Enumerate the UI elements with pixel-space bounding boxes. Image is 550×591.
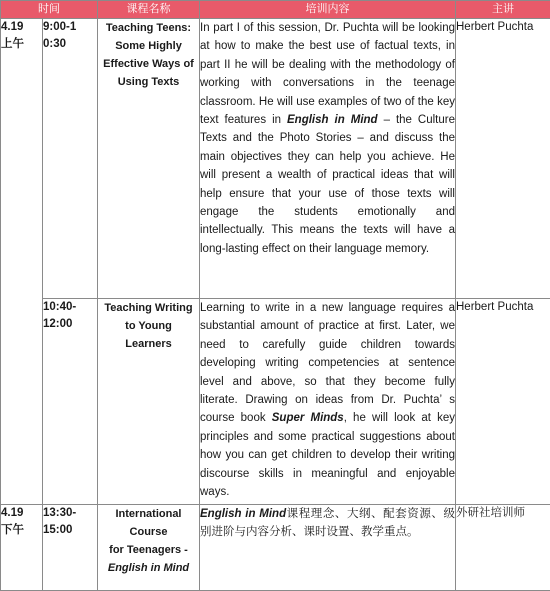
time-cell <box>43 19 98 299</box>
table-row <box>1 505 550 591</box>
time-end: 12:00 <box>43 316 97 333</box>
course-cell <box>98 299 200 505</box>
speaker-name: Herbert Puchta <box>456 21 533 33</box>
header-content: 培训内容 <box>200 1 456 19</box>
book-title: Super Minds <box>272 412 344 424</box>
time-end: 0:30 <box>43 36 97 53</box>
header-row <box>1 1 550 19</box>
content-text: – the Culture Texts and the Photo Stories – and discuss the main objectives they can help you achieve. He will present a wealth of practical ideas that will help ensure that your use of those texts will engage the students emotionally and intellectually. This means the texts will have a long-lasting effect on their language memory. <box>200 114 455 255</box>
table-row <box>1 299 550 505</box>
course-cell <box>98 19 200 299</box>
book-title: English in Mind <box>200 508 286 520</box>
time-end: 15:00 <box>43 522 97 539</box>
book-title: English in Mind <box>287 114 378 126</box>
course-line: Course <box>98 523 199 541</box>
speaker-cell <box>456 19 550 299</box>
header-course: 课程名称 <box>98 1 200 19</box>
date-cell-morning <box>1 19 43 505</box>
speaker-cell <box>456 299 550 505</box>
period-text: 下午 <box>1 522 42 539</box>
course-line: Learners <box>98 335 199 353</box>
content-cell <box>200 19 456 299</box>
date-cell-afternoon <box>1 505 43 591</box>
content-text: In part I of this session, Dr. Puchta will be looking at how to make the best use of factual texts, in part II he will be dealing with the methodology of working with conversations in the teenage classroom. He will use examples of two of the key text features in <box>200 22 455 126</box>
time-cell <box>43 505 98 591</box>
content-text: Learning to write in a new language requires a substantial amount of practice at first. Later, we need to carefully guide children towards developing writing competencies at sentence level and above, so that they become fully literate. Drawing on ideas from Dr. Puchta’ s course book <box>200 302 455 424</box>
header-time: 时间 <box>1 1 98 19</box>
period-text: 上午 <box>1 36 42 53</box>
speaker-name: 外研社培训师 <box>456 507 525 519</box>
time-cell <box>43 299 98 505</box>
course-line: Effective Ways of <box>98 55 199 73</box>
course-line-book-title: English in Mind <box>98 559 199 577</box>
course-line: to Young <box>98 317 199 335</box>
course-line: International <box>98 505 199 523</box>
header-speaker: 主讲 <box>456 1 550 19</box>
content-cell <box>200 505 456 591</box>
content-cell <box>200 299 456 505</box>
course-line: Using Texts <box>98 73 199 91</box>
content-text: , he will look at key principles and some practical suggestions about how you can get children to develop their writing discourse skills in meaningful and enjoyable ways. <box>200 412 455 498</box>
content-text: 课程理念、大纲、配套资源、级别进阶与内容分析、课时设置、教学重点。 <box>200 508 455 538</box>
speaker-name: Herbert Puchta <box>456 301 533 313</box>
speaker-cell <box>456 505 550 591</box>
time-start: 13:30- <box>43 505 97 522</box>
course-cell <box>98 505 200 591</box>
course-line: Teaching Teens: <box>98 19 199 37</box>
course-line: Teaching Writing <box>98 299 199 317</box>
course-line: Some Highly <box>98 37 199 55</box>
date-text: 4.19 <box>1 19 42 36</box>
time-start: 10:40- <box>43 299 97 316</box>
date-text: 4.19 <box>1 505 42 522</box>
table-row <box>1 19 550 299</box>
course-line: for Teenagers - <box>98 541 199 559</box>
time-start: 9:00-1 <box>43 19 97 36</box>
